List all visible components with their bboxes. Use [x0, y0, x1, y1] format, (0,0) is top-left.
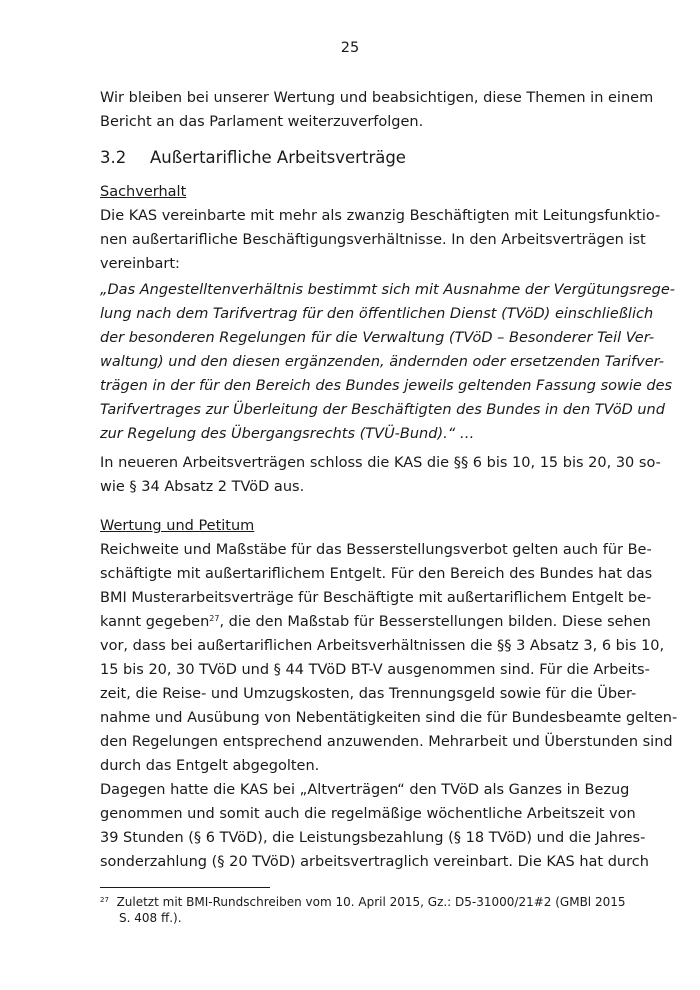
section-number: 3.2: [100, 148, 127, 167]
text-line: durch das Entgelt abgegolten.: [100, 758, 320, 774]
footnote-marker: 27: [100, 896, 109, 904]
quote-line: „Das Angestelltenverhältnis bestimmt sich mit Ausnahme der Vergütungsrege-: [100, 282, 676, 298]
page-number: 25: [340, 40, 360, 56]
quote-line: Tarifvertrages zur Überleitung der Beschäftigten des Bundes in den TVöD und: [100, 402, 665, 418]
text-line: 39 Stunden (§ 6 TVöD), die Leistungsbezahlung (§ 18 TVöD) und die Jahres-: [100, 830, 646, 846]
footnote-line: S. 408 ff.).: [119, 911, 182, 925]
wertung-heading: Wertung und Petitum: [100, 518, 255, 534]
quote-line: trägen in der für den Bereich des Bundes jeweils geltenden Fassung sowie des: [100, 378, 673, 394]
text-line: vereinbart:: [100, 256, 180, 272]
text-line: nen außertarifliche Beschäftigungsverhältnisse. In den Arbeitsverträgen ist: [100, 232, 646, 248]
text-line: wie § 34 Absatz 2 TVöD aus.: [100, 479, 305, 495]
text-line: genommen und somit auch die regelmäßige wöchentliche Arbeitszeit von: [100, 806, 636, 822]
wertung-section: [100, 514, 678, 778]
footnote: [100, 894, 626, 926]
text-line: BMI Musterarbeitsverträge für Beschäftigte mit außertariflichem Entgelt be-: [100, 590, 652, 606]
quote-line: zur Regelung des Übergangsrechts (TVÜ-Bund).“ …: [100, 426, 475, 442]
contract-quote: [100, 278, 676, 446]
text-line: Reichweite und Maßstäbe für das Besserstellungsverbot gelten auch für Be-: [100, 542, 652, 558]
footnote-line: [100, 894, 626, 910]
text-line: Wir bleiben bei unserer Wertung und beabsichtigen, diese Themen in einem: [100, 90, 654, 106]
quote-line: lung nach dem Tarifvertrag für den öffentlichen Dienst (TVöD) einschließlich: [100, 306, 654, 322]
text-line: vor, dass bei außertariflichen Arbeitsverhältnissen die §§ 3 Absatz 3, 6 bis 10,: [100, 638, 665, 654]
sachverhalt-section: [100, 180, 661, 276]
intro-paragraph: [100, 86, 654, 134]
sachverhalt-heading: Sachverhalt: [100, 184, 187, 200]
text-line: [100, 610, 651, 634]
text-line: Bericht an das Parlament weiterzuverfolgen.: [100, 114, 424, 130]
text-line: 15 bis 20, 30 TVöD und § 44 TVöD BT-V ausgenommen sind. Für die Arbeits-: [100, 662, 650, 678]
newer-contracts-paragraph: [100, 451, 661, 499]
text-line: nahme und Ausübung von Nebentätigkeiten sind die für Bundesbeamte gelten-: [100, 710, 678, 726]
section-title: Außertarifliche Arbeitsverträge: [150, 148, 406, 167]
altvertraege-paragraph: [100, 778, 649, 874]
section-heading: [100, 148, 406, 167]
text-line: In neueren Arbeitsverträgen schloss die KAS die §§ 6 bis 10, 15 bis 20, 30 so-: [100, 455, 661, 471]
text-line: Dagegen hatte die KAS bei „Altverträgen“ den TVöD als Ganzes in Bezug: [100, 782, 630, 798]
quote-line: der besonderen Regelungen für die Verwaltung (TVöD – Besonderer Teil Ver-: [100, 330, 655, 346]
text-line: sonderzahlung (§ 20 TVöD) arbeitsvertraglich vereinbart. Die KAS hat durch: [100, 854, 649, 870]
text-line: schäftigte mit außertariflichem Entgelt. Für den Bereich des Bundes hat das: [100, 566, 653, 582]
footnote-divider: [100, 887, 270, 888]
quote-line: waltung) und den diesen ergänzenden, ändernden oder ersetzenden Tarifver-: [100, 354, 665, 370]
footnote-text: Zuletzt mit BMI-Rundschreiben vom 10. April 2015, Gz.: D5-31000/21#2 (GMBl 2015: [116, 895, 626, 909]
text-segment: , die den Maßstab für Besserstellungen bilden. Diese sehen: [219, 614, 651, 630]
text-line: zeit, die Reise- und Umzugskosten, das Trennungsgeld sowie für die Über-: [100, 686, 637, 702]
footnote-reference[interactable]: 27: [209, 614, 220, 623]
text-line: Die KAS vereinbarte mit mehr als zwanzig Beschäftigten mit Leitungsfunktio-: [100, 208, 661, 224]
text-line: den Regelungen entsprechend anzuwenden. Mehrarbeit und Überstunden sind: [100, 734, 673, 750]
text-segment: kannt gegeben: [100, 614, 210, 630]
